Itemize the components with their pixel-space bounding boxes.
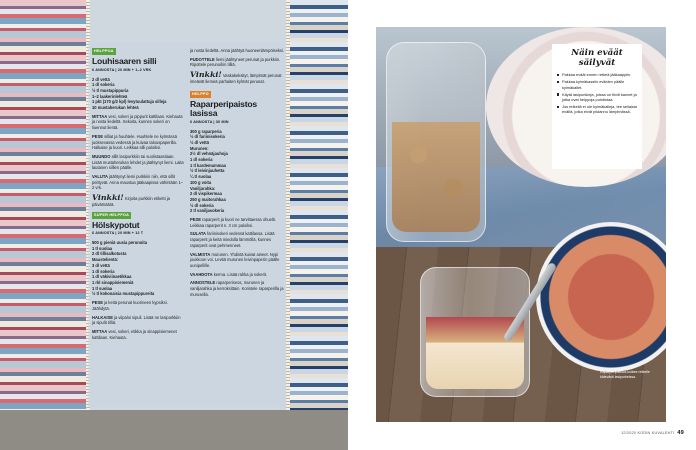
- ingredient: Murunen:: [190, 145, 209, 151]
- method-step: VALMISTA murunen. Yhdistä kuivat aineet. Nypi joukkoon voi. Levitä murunen leivinpaperin päälle uunipellille.: [190, 251, 280, 268]
- ingredient: 1 tl suolaa: [92, 245, 113, 251]
- method-step: MITTAA vesi, sokeri, etikka ja sinappisiemenet kattilaan. Kiehauta.: [92, 328, 177, 340]
- ingredient: 1 dl väkiviinaetikkaa: [92, 274, 132, 280]
- tips-list: [557, 72, 637, 114]
- method-step: ANNOSTELE raparperiseos, murunen ja vaniljarahka ja kerroksittain. Koristele raparperilla ja murusella.: [190, 280, 284, 297]
- ingredient: ½ tl kokonaisia mustapippureita: [92, 291, 155, 297]
- ingredient: 250 g maitorahkaa: [190, 196, 226, 202]
- ingredient: ¼ tl suolaa: [190, 174, 212, 180]
- ingredient: 1 tl kardemummaa: [190, 162, 226, 168]
- method-step: VAAHDOTA kerma. Lisää rahka ja sokerit.: [190, 271, 268, 277]
- method-step: MUUNDO sillit lasipurkkiin tai suolistaastiaan. Lisää mustaherukan lehdet ja jäähtynyt liemi. Laita lautanen sillien päälle.: [92, 153, 184, 171]
- column-2: [190, 48, 286, 298]
- ingredient: 2 dl vispikermaa: [190, 191, 222, 197]
- ingredient: 1 rkl sinappisiemeniä: [92, 279, 134, 285]
- continued-text: ja nosta liedeltä. Anna jäähtyä huoneenlämpöiseksi.: [190, 48, 284, 53]
- ingredient: 2 dl vettä: [92, 76, 110, 82]
- tip-item: Jos retkellä ei ole kylmäkalleja, tee sellaisia eväitä, jotka eivät pilaannu lämpimässä.: [557, 104, 637, 114]
- ingredient: 1 pkt (170 g/2 kpl) levytuulattuja silleja: [92, 99, 167, 105]
- ingredient: ½ dl fariinisokeria: [190, 134, 225, 140]
- method-step: PESE raparperit ja kuori ne tarvittaessa ohuelti. Leikkaa raparperit n. 3 cm paloiksi.: [190, 217, 277, 228]
- page-number: 49: [677, 430, 684, 436]
- ingredient: 10 mustaherukan lehteä: [92, 105, 139, 111]
- ingredient: 1 dl sokeria: [92, 268, 115, 274]
- method-step: PUDOTTELE liemi jäähtyneet perunat ja purkkiin. Ripottele perunoihin tilliä.: [190, 56, 281, 68]
- ingredient: ½ tl leivinjauhetta: [190, 168, 225, 174]
- difficulty-tag: HELPPO: [190, 91, 211, 98]
- difficulty-tag: SUPER HELPPOA: [92, 212, 131, 219]
- method-step: VALUTA jäähtynyt liemi purkkiin niin, että sillit peittyvät. Anna maustua jääkaapissa vähintään 1–2 vrk.: [92, 174, 184, 191]
- ingredient: ½ dl sokeria: [190, 202, 214, 208]
- crumble-topping: [392, 122, 480, 232]
- ingredient: Vaniljarahka:: [190, 185, 216, 191]
- method-step: MITTAA vesi, sokeri ja pippurit kattilaan. Kiehauta ja nosta liedeltä. Sekoita, kunnes sokeri on liuennut lientä.: [92, 113, 183, 131]
- issue-label: 12/2020 KODIN KUVALEHTI: [621, 431, 675, 435]
- tip: Vinkki! Vaskakeksityt, lämpimät perunat imeävät liemeä parhaiten kylmät perunat.: [190, 70, 282, 84]
- ingredient: 3 dl vettä: [92, 262, 110, 268]
- ingredient: 1 dl sokeria: [92, 82, 115, 88]
- recipe-title: Raparperipaistos lasissa: [190, 98, 258, 119]
- method-step: PESE silliat ja huuhtele. Huuhtele ne kylmässä juoksevassa vedessä ja kuivaa talouspaperilla. Halkaise ja kuori. Leikkaa silli paloiksi.: [92, 133, 177, 151]
- tip-item: Pakkaa kylmäkassiin eväiden päälle kylmäkallet.: [557, 79, 637, 89]
- ingredient: ½ dl vettä: [190, 139, 209, 145]
- recipe-title: Hölskypotut: [92, 219, 140, 230]
- serving-info: 6 ANNOSTA | 20 MIN + 1–2 VRK: [92, 67, 152, 72]
- ingredient: 100 g voita: [190, 179, 212, 185]
- page-footer: [621, 430, 684, 436]
- tip: Vinkki! Kirjoita purkkiin etiketti ja päivämäärä.: [92, 193, 170, 207]
- ingredient: 1–2 laakerinlehteä: [92, 93, 128, 99]
- ingredient: Maustelientä:: [92, 257, 119, 263]
- box-title: Näin eväät säilyvät: [571, 48, 623, 68]
- ingredient: 2½ dl vehnäjauhoja: [190, 151, 228, 157]
- ingredient: 300 g raparperia: [190, 128, 222, 134]
- ingredient: 2 dl tillisalkotusta: [92, 251, 127, 257]
- difficulty-tag: HELPPOA: [92, 48, 116, 55]
- rag-rug-left: [0, 0, 88, 450]
- storage-tips-box: [552, 44, 642, 169]
- serving-info: 6 ANNOSTA | 30 MIN: [190, 119, 229, 124]
- rag-rug-right: [286, 0, 348, 450]
- tip-item: Käytä lasipurkkeja, joissa on tiiviit kannet ja jotka ovat helppoja puhdistaa.: [557, 92, 637, 102]
- method-step: SULATA fariinisokeri vedessä kattilassa. Lisää raparperit ja keitä miedolla lämmöllä, kunnes raparperit ovat pehmenneet.: [190, 231, 275, 248]
- wooden-table: [0, 410, 348, 450]
- recipe-title: Louhisaaren silli: [92, 56, 157, 67]
- method-step: HALKAISE ja viipaloi sipuli. Lisää ne lasipurkkiin ja sipulit tilliä.: [92, 314, 181, 326]
- method-step: PESE ja keitä perunat kuorineen kypsiksi. Jäähdytä.: [92, 300, 168, 311]
- ingredient: 1 dl sokeria: [190, 157, 213, 163]
- serving-info: 6 ANNOSTA | 20 MIN + 12 T: [92, 231, 144, 236]
- ingredient: ½ tl mustapippuria: [92, 87, 129, 93]
- rug-fringe: [286, 0, 290, 450]
- ingredient: 500 g pieniä uusia perunoita: [92, 240, 148, 246]
- ingredient: 2 tl vaniljasokeria: [190, 208, 225, 214]
- column-1: [92, 48, 184, 340]
- tip-item: Pakkaa eväät ennen retkeä jääkaappiin.: [557, 72, 637, 77]
- photo-caption: Raparperipaistos kulkee retkelle kätevästi lasipurkeissa.: [600, 370, 650, 379]
- ingredient: 1 tl suolaa: [92, 285, 113, 291]
